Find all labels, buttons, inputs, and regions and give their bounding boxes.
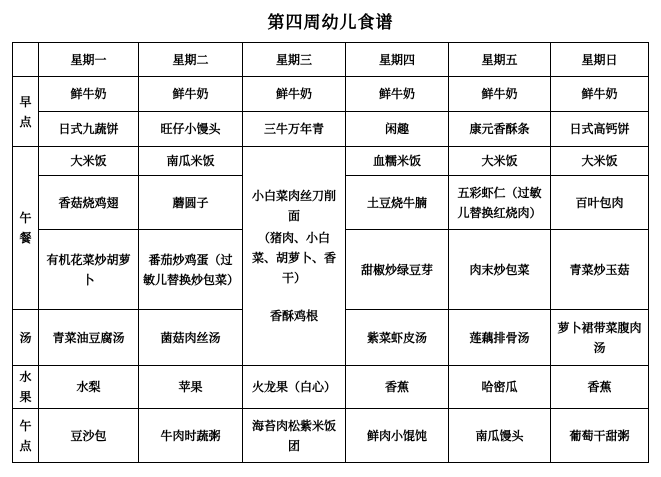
soup-tue: 菌菇肉丝汤 bbox=[139, 310, 243, 366]
breakfast-fri-2: 康元香酥条 bbox=[449, 112, 551, 147]
weekly-menu-table bbox=[12, 42, 649, 463]
lunch-thu-main: 土豆烧牛腩 bbox=[346, 176, 449, 230]
breakfast-row-1 bbox=[13, 77, 649, 112]
lunch-fri-veg: 肉末炒包菜 bbox=[449, 230, 551, 310]
lunch-wed-main: 小白菜肉丝刀削面 bbox=[251, 189, 336, 223]
category-lunch: 午 餐 bbox=[13, 147, 39, 310]
snack-sun: 葡萄干甜粥 bbox=[551, 409, 649, 463]
lunch-wed-detail: （猪肉、小白菜、胡萝卜、香干） bbox=[251, 231, 336, 285]
breakfast-thu-1: 鲜牛奶 bbox=[346, 77, 449, 112]
lunch-row-1 bbox=[13, 147, 649, 176]
fruit-mon: 水梨 bbox=[39, 366, 139, 409]
category-snack: 午 点 bbox=[13, 409, 39, 463]
lunch-sun-rice: 大米饭 bbox=[551, 147, 649, 176]
fruit-sun: 香蕉 bbox=[551, 366, 649, 409]
snack-wed: 海苔肉松紫米饭团 bbox=[243, 409, 346, 463]
lunch-tue-main: 蘑圆子 bbox=[139, 176, 243, 230]
snack-mon: 豆沙包 bbox=[39, 409, 139, 463]
fruit-wed: 火龙果（白心） bbox=[243, 366, 346, 409]
breakfast-sun-1: 鲜牛奶 bbox=[551, 77, 649, 112]
day-header-thu: 星期四 bbox=[346, 43, 449, 77]
snack-row bbox=[13, 409, 649, 463]
breakfast-row-2 bbox=[13, 112, 649, 147]
breakfast-mon-2: 日式九蔬饼 bbox=[39, 112, 139, 147]
day-header-mon: 星期一 bbox=[39, 43, 139, 77]
page-title: 第四周幼儿食谱 bbox=[267, 13, 394, 33]
day-header-tue: 星期二 bbox=[139, 43, 243, 77]
lunch-thu-veg: 甜椒炒绿豆芽 bbox=[346, 230, 449, 310]
day-header-sun: 星期日 bbox=[551, 43, 649, 77]
lunch-tue-veg: 番茄炒鸡蛋（过敏儿替换炒包菜） bbox=[139, 230, 243, 310]
snack-tue: 牛肉时蔬粥 bbox=[139, 409, 243, 463]
fruit-row bbox=[13, 366, 649, 409]
fruit-thu: 香蕉 bbox=[346, 366, 449, 409]
breakfast-wed-1: 鲜牛奶 bbox=[243, 77, 346, 112]
breakfast-thu-2: 闲趣 bbox=[346, 112, 449, 147]
soup-sun: 萝卜裙带菜腹肉汤 bbox=[551, 310, 649, 366]
fruit-fri: 哈密瓜 bbox=[449, 366, 551, 409]
lunch-mon-veg: 有机花菜炒胡萝卜 bbox=[39, 230, 139, 310]
lunch-mon-main: 香菇烧鸡翅 bbox=[39, 176, 139, 230]
corner-cell bbox=[13, 43, 39, 77]
breakfast-fri-1: 鲜牛奶 bbox=[449, 77, 551, 112]
day-header-wed: 星期三 bbox=[243, 43, 346, 77]
lunch-fri-main: 五彩虾仁（过敏儿替换红烧肉） bbox=[449, 176, 551, 230]
breakfast-tue-2: 旺仔小馒头 bbox=[139, 112, 243, 147]
snack-fri: 南瓜馒头 bbox=[449, 409, 551, 463]
soup-thu: 紫菜虾皮汤 bbox=[346, 310, 449, 366]
breakfast-wed-2: 三牛万年青 bbox=[243, 112, 346, 147]
category-breakfast: 早 点 bbox=[13, 77, 39, 147]
breakfast-mon-1: 鲜牛奶 bbox=[39, 77, 139, 112]
lunch-mon-rice: 大米饭 bbox=[39, 147, 139, 176]
lunch-fri-rice: 大米饭 bbox=[449, 147, 551, 176]
lunch-wed-combined bbox=[243, 147, 346, 366]
lunch-tue-rice: 南瓜米饭 bbox=[139, 147, 243, 176]
breakfast-sun-2: 日式高钙饼 bbox=[551, 112, 649, 147]
header-row bbox=[13, 43, 649, 77]
lunch-sun-veg: 青菜炒玉菇 bbox=[551, 230, 649, 310]
snack-thu: 鲜肉小馄饨 bbox=[346, 409, 449, 463]
lunch-thu-rice: 血糯米饭 bbox=[346, 147, 449, 176]
day-header-fri: 星期五 bbox=[449, 43, 551, 77]
breakfast-tue-1: 鲜牛奶 bbox=[139, 77, 243, 112]
category-fruit: 水 果 bbox=[13, 366, 39, 409]
lunch-wed-side: 香酥鸡根 bbox=[269, 309, 318, 323]
lunch-sun-main: 百叶包肉 bbox=[551, 176, 649, 230]
category-soup: 汤 bbox=[13, 310, 39, 366]
soup-fri: 莲藕排骨汤 bbox=[449, 310, 551, 366]
fruit-tue: 苹果 bbox=[139, 366, 243, 409]
soup-mon: 青菜油豆腐汤 bbox=[39, 310, 139, 366]
